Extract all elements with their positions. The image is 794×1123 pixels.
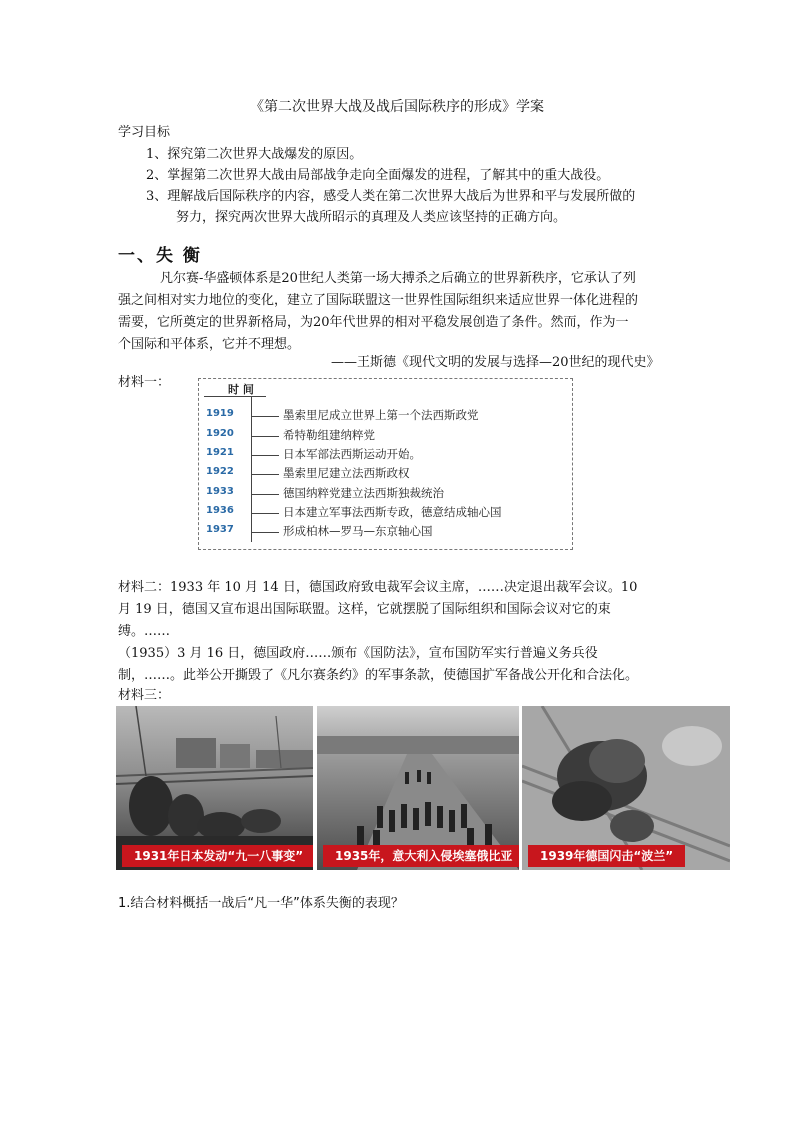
timeline-row	[206, 483, 576, 503]
timeline-event: 墨索里尼建立法西斯政权	[283, 466, 410, 480]
photo-caption: 1939年德国闪击“波兰”	[528, 845, 685, 867]
material2-line: 月 19 日，德国又宣布退出国际联盟。这样，它就摆脱了国际组织和国际会议对它的束	[118, 602, 611, 617]
objective-item: 努力，探究两次世界大战所昭示的真理及人类应该坚持的正确方向。	[176, 210, 567, 225]
photo-ethiopia-invasion	[317, 706, 519, 870]
timeline-year: 1922	[206, 466, 234, 477]
material2-line: （1935）3 月 16 日，德国政府……颁布《国防法》，宣布国防军实行普遍义务兵役	[118, 646, 598, 661]
timeline-row	[206, 444, 576, 464]
objective-item: 1、探究第二次世界大战爆发的原因。	[146, 147, 363, 162]
page-title: 《第二次世界大战及战后国际秩序的形成》学案	[250, 99, 544, 115]
quote-source: ——王斯德《现代文明的发展与选择—20世纪的现代史》	[331, 355, 660, 370]
timeline-year: 1919	[206, 408, 234, 419]
timeline-event: 德国纳粹党建立法西斯独裁统治	[283, 486, 444, 500]
timeline-row	[206, 405, 576, 425]
paragraph-line: 需要，它所奠定的世界新格局，为20年代世界的相对平稳发展创造了条件。然而，作为一	[118, 315, 629, 330]
timeline-year: 1933	[206, 486, 234, 497]
timeline-divider	[204, 396, 266, 397]
timeline-year: 1920	[206, 428, 234, 439]
photo-caption: 1935年，意大利入侵埃塞俄比亚	[323, 845, 519, 867]
timeline-row	[206, 463, 576, 483]
timeline-event: 墨索里尼成立世界上第一个法西斯政党	[283, 408, 479, 422]
timeline-event: 希特勒组建纳粹党	[283, 428, 375, 442]
material2-line: 制，……。此举公开撕毁了《凡尔赛条约》的军事条款，使德国扩军备战公开化和合法化。	[118, 668, 639, 683]
timeline-header: 时 间	[228, 383, 254, 396]
timeline-event: 日本军部法西斯运动开始。	[283, 447, 421, 461]
objective-item: 2、掌握第二次世界大战由局部战争走向全面爆发的进程，了解其中的重大战役。	[146, 168, 610, 183]
timeline-row	[206, 502, 576, 522]
timeline-year: 1921	[206, 447, 234, 458]
material2-line: 材料二：1933 年 10 月 14 日，德国政府致电裁军会议主席，……决定退出裁军会议。10	[118, 580, 638, 595]
timeline-row	[206, 425, 576, 445]
paragraph-line: 强之间相对实力地位的变化，建立了国际联盟这一世界性国际组织来适应世界一体化进程的	[118, 293, 639, 308]
objectives-heading: 学习目标	[118, 125, 171, 140]
timeline-year: 1936	[206, 505, 234, 516]
paragraph-line: 个国际和平体系，它并不理想。	[118, 337, 301, 352]
section-heading: 一、失 衡	[118, 246, 202, 266]
material-label: 材料一：	[118, 375, 171, 390]
photo-mukden-incident	[116, 706, 313, 870]
photo-caption: 1931年日本发动“九一八事变”	[122, 845, 313, 867]
objective-item: 3、理解战后国际秩序的内容，感受人类在第二次世界大战后为世界和平与发展所做的	[146, 189, 636, 204]
photo-poland-blitzkrieg	[522, 706, 730, 870]
material-label: 材料三：	[118, 688, 171, 703]
timeline-event: 形成柏林—罗马—东京轴心国	[283, 524, 433, 538]
timeline-event: 日本建立军事法西斯专政，德意结成轴心国	[283, 505, 502, 519]
timeline-row	[206, 521, 576, 541]
timeline-year: 1937	[206, 524, 234, 535]
paragraph-line: 凡尔赛-华盛顿体系是20世纪人类第一场大搏杀之后确立的世界新秩序，它承认了列	[160, 271, 636, 286]
question-1: 1.结合材料概括一战后“凡一华”体系失衡的表现？	[118, 896, 404, 911]
material2-line: 缚。……	[118, 624, 171, 639]
